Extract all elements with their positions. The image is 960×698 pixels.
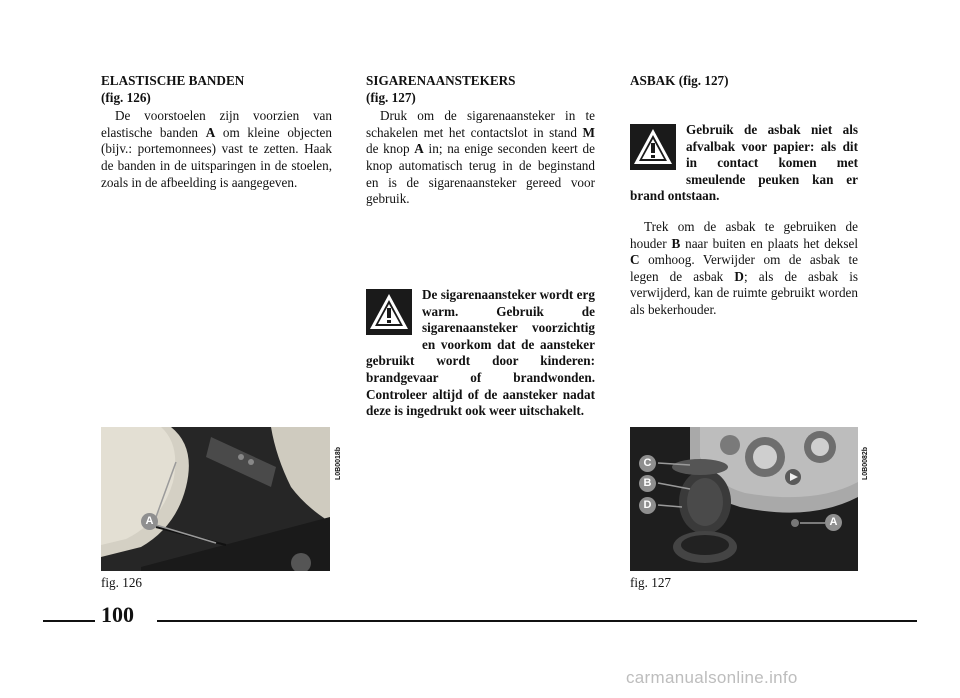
column-elastische-banden <box>101 73 332 191</box>
warning-asbak <box>630 122 858 205</box>
warning-sigarenaansteker <box>366 287 595 420</box>
paragraph-sigarenaanstekers: Druk om de sigarenaansteker in te schakelen met het contactslot in stand M de knop A in; na enige seconden keert de knop automatisch terug in de beginstand en is de sigarenaansteker gereed voor gebruik. <box>366 108 596 207</box>
column-sigarenaanstekers <box>366 73 595 208</box>
warning-text-asbak: Gebruik de asbak niet als afvalbak voor papier: als dit in contact komen met smeulende peuken kan er brand ontstaan. <box>630 122 858 204</box>
warning-triangle-icon <box>630 124 676 170</box>
caption-fig-127: fig. 127 <box>630 575 672 590</box>
ashtray-illustration <box>630 427 858 571</box>
callout-a-fig126: A <box>141 513 158 530</box>
figure-code-127: L0B0082b <box>862 446 869 480</box>
seat-belt-illustration <box>101 427 330 571</box>
caption-fig-126: fig. 126 <box>101 575 143 590</box>
photo-fig-127 <box>630 427 858 571</box>
heading-elastische-banden: ELASTISCHE BANDEN <box>101 73 245 88</box>
watermark: carmanualsonline.info <box>626 668 798 687</box>
figure-code-126: L0B0018b <box>335 446 342 480</box>
heading-fig-ref-127: (fig. 127) <box>366 89 416 105</box>
column-asbak <box>630 73 858 90</box>
warning-triangle-icon <box>366 289 412 335</box>
callout-d-fig127: D <box>639 497 656 514</box>
heading-fig-ref-126: (fig. 126) <box>101 89 151 105</box>
paragraph-elastische-banden: De voorstoelen zijn voorzien van elastische banden A om kleine objecten (bijv.: portemonnees) vast te zetten. Haak de banden in de uitsparingen in de stoelen, zoals in de afbeelding is aangegeven. <box>101 108 332 190</box>
paragraph-asbak: Trek om de asbak te gebruiken de houder B naar buiten en plaats het deksel C omhoog. Verwijder om de asbak te legen de asbak D; als de asbak is verwijderd, kan de ruimte gebruikt worden als bekerhouder. <box>630 219 859 317</box>
photo-fig-126 <box>101 427 330 571</box>
callout-c-fig127: C <box>639 455 656 472</box>
callout-a-fig127: A <box>825 514 842 531</box>
paragraph-asbak-block <box>630 217 858 319</box>
footer-rule-right <box>157 620 917 622</box>
heading-sigarenaanstekers: SIGARENAANSTEKERS <box>366 73 516 88</box>
warning-text-sigarenaansteker: De sigarenaansteker wordt erg warm. Gebruik de sigarenaansteker voorzichtig en voorkom dat de aansteker gebruikt wordt door kinderen: brandgevaar of brandwonden. Controleer altijd of de aansteker nadat deze is ingedrukt ook weer uitschakelt. <box>366 287 595 419</box>
footer-rule-left <box>43 620 95 622</box>
heading-asbak: ASBAK (fig. 127) <box>630 73 729 88</box>
page-number: 100 <box>101 602 134 627</box>
callout-b-fig127: B <box>639 475 656 492</box>
